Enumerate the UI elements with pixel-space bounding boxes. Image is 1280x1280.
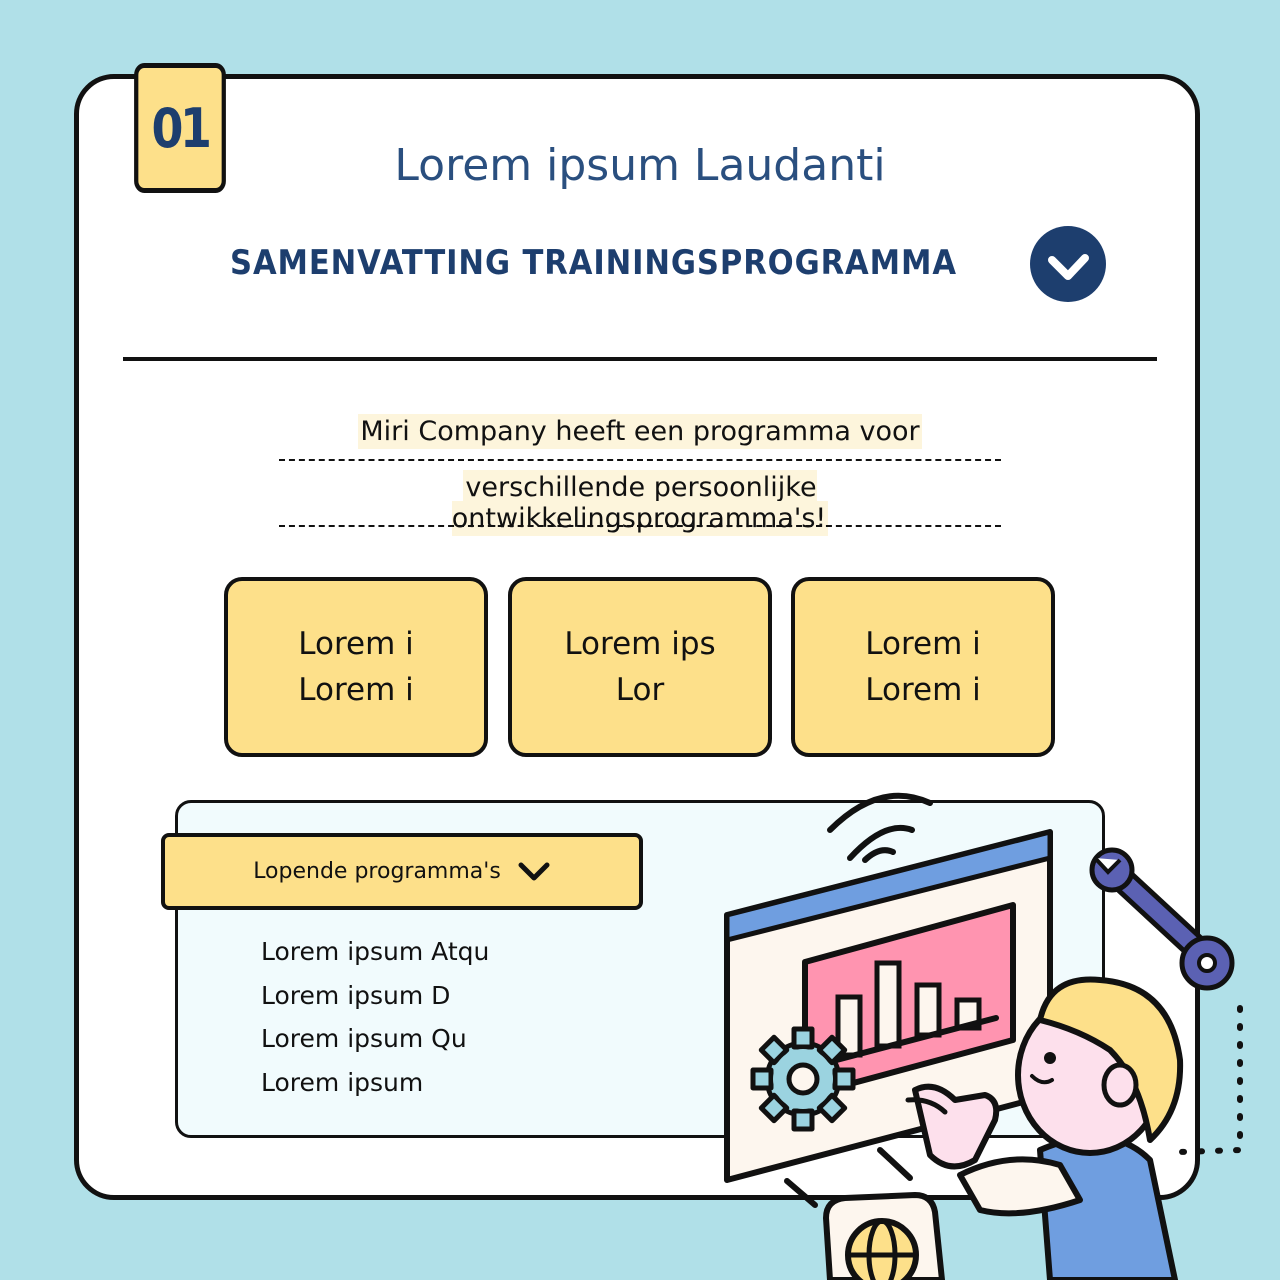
dashed-rule — [279, 525, 1001, 527]
tile-label-line-1: Lorem i — [865, 626, 981, 662]
program-tile-3[interactable] — [791, 577, 1055, 757]
dropdown-label: Lopende programma's — [253, 859, 501, 884]
program-tile-1[interactable] — [224, 577, 488, 757]
page-title: Lorem ipsum Laudanti — [394, 140, 886, 191]
section-subtitle: SAMENVATTING TRAININGSPROGRAMMA — [230, 243, 957, 283]
header-divider — [123, 357, 1157, 361]
dashed-rule — [279, 459, 1001, 461]
tile-label-line-1: Lorem i — [298, 626, 414, 662]
program-tile-2[interactable] — [508, 577, 772, 757]
ongoing-programs-dropdown[interactable] — [161, 833, 643, 910]
tile-label-line-2: Lorem i — [865, 672, 981, 708]
tile-label-line-1: Lorem ips — [564, 626, 716, 662]
intro-text-1: Miri Company heeft een programma voor — [360, 416, 920, 447]
intro-text-line-1 — [280, 416, 1000, 447]
list-item[interactable]: Lorem ipsum D — [261, 980, 451, 1010]
list-item[interactable]: Lorem ipsum — [261, 1067, 424, 1097]
intro-text-2: verschillende persoonlijke ontwikkelingsprogramma's! — [451, 472, 827, 534]
step-number: 01 — [151, 96, 209, 160]
tile-label-line-2: Lorem i — [298, 672, 414, 708]
list-item[interactable]: Lorem ipsum Qu — [261, 1024, 467, 1053]
list-item[interactable]: Lorem ipsum Atqu — [261, 937, 490, 966]
tile-label-line-2: Lor — [615, 672, 665, 708]
program-list — [261, 930, 489, 1104]
expand-check-button[interactable] — [1030, 226, 1106, 302]
globe-icon — [826, 1195, 942, 1280]
check-icon — [1030, 226, 1106, 302]
chevron-down-icon — [517, 861, 551, 883]
